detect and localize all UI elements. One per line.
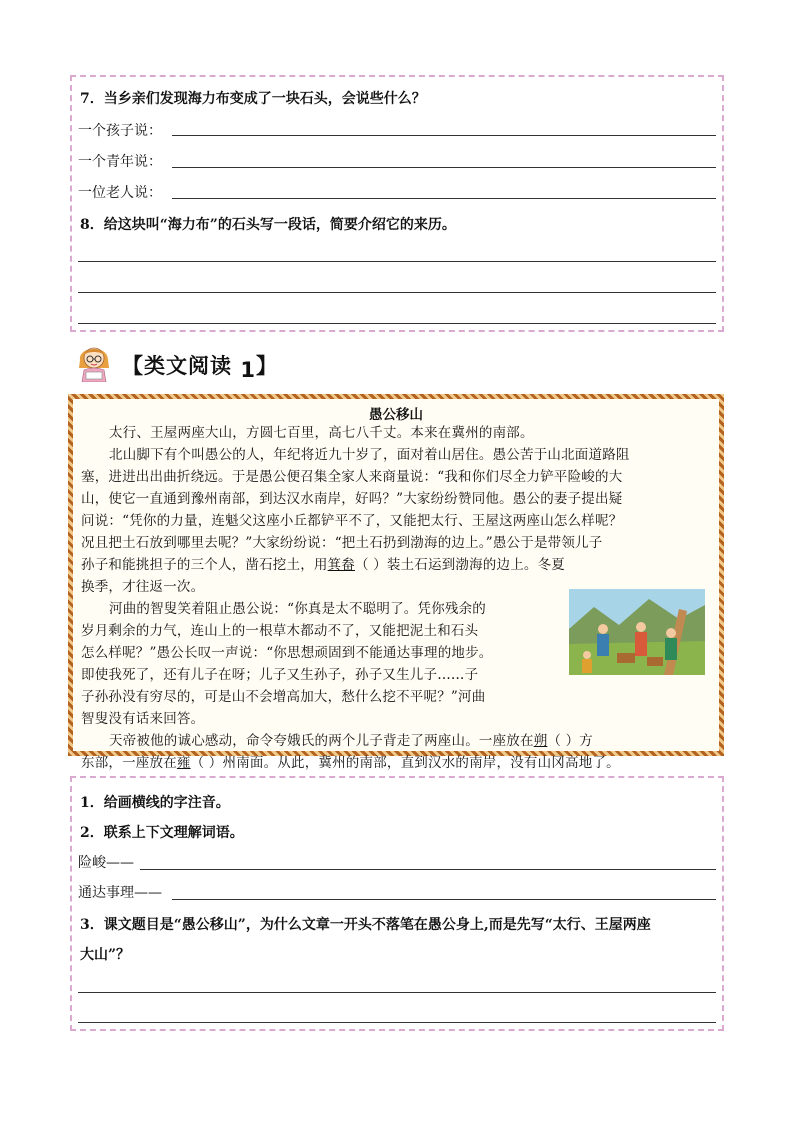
question-7: 7．当乡亲们发现海力布变成了一块石头，会说些什么？	[80, 91, 426, 107]
passage-line: 东部，一座放在雍（ ）州南面。从此，冀州的南部，直到汉水的南岸，没有山冈高地了。	[81, 755, 620, 771]
underlined-word: 朔	[533, 733, 548, 749]
word-xianjun-label: 险峻——	[78, 855, 134, 871]
tongdashili-answer-line[interactable]	[172, 899, 716, 900]
passage-line: 换季，才往返一次。	[81, 579, 205, 595]
passage-line: 怎么样呢？”愚公长叹一声说：“你思想顽固到不能通达事理的地步。	[81, 645, 493, 661]
passage-line: 太行、王屋两座大山，方圆七百里，高七八千丈。本来在冀州的南部。	[109, 425, 534, 441]
underlined-word: 雍	[176, 755, 191, 771]
child-label: 一个孩子说：	[78, 123, 162, 139]
passage-line: 况且把土石放到哪里去呢？”大家纷纷说：“把土石扔到渤海的边上。”愚公于是带领儿子	[81, 535, 603, 551]
passage-line: 山，使它一直通到豫州南部，到达汉水南岸，好吗？”大家纷纷赞同他。愚公的妻子提出疑	[81, 491, 623, 507]
question-2: 2．联系上下文理解词语。	[80, 825, 244, 841]
question-1: 1．给画横线的字注音。	[80, 795, 230, 811]
passage-line: 北山脚下有个叫愚公的人，年纪将近九十岁了，面对着山居住。愚公苦于山北面道路阻	[109, 447, 630, 463]
question-3-line2: 大山”？	[80, 947, 131, 963]
heading-title: 【类文阅读 1】	[122, 354, 278, 382]
xianjun-answer-line[interactable]	[140, 869, 716, 870]
answer-line[interactable]	[78, 992, 716, 993]
passage-line: 塞，进进出出曲折绕远。于是愚公便召集全家人来商量说：“我和你们尽全力铲平险峻的大	[81, 469, 623, 485]
passage-line: 问说：“凭你的力量，连魁父这座小丘都铲平不了，又能把太行、王屋这两座山怎么样呢？	[81, 513, 623, 529]
answer-line[interactable]	[78, 323, 716, 324]
girl-reading-icon	[72, 338, 116, 382]
answer-line[interactable]	[78, 261, 716, 262]
passage-line: 河曲的智叟笑着阻止愚公说：“你真是太不聪明了。凭你残余的	[109, 601, 487, 617]
underlined-word: 箕畚	[327, 557, 356, 573]
word-tongdashili-label: 通达事理——	[78, 885, 162, 901]
youth-answer-line[interactable]	[172, 167, 716, 168]
youth-label: 一个青年说：	[78, 154, 162, 170]
elder-answer-line[interactable]	[172, 198, 716, 199]
question-8: 8．给这块叫“海力布”的石头写一段话，简要介绍它的来历。	[80, 217, 456, 233]
section-heading	[72, 338, 372, 384]
passage-line: 天帝被他的诚心感动，命令夸娥氏的两个儿子背走了两座山。一座放在朔（ ）方	[109, 733, 593, 749]
passage-line: 孙子和能挑担子的三个人，凿石挖土，用箕畚（ ）装土石运到渤海的边上。冬夏	[81, 557, 566, 573]
child-answer-line[interactable]	[172, 135, 716, 136]
question-box-1-3	[70, 776, 724, 1031]
passage-line: 子孙孙没有穷尽的，可是山不会增高加大，愁什么挖不平呢？”河曲	[81, 689, 486, 705]
elder-label: 一位老人说：	[78, 185, 162, 201]
answer-line[interactable]	[78, 292, 716, 293]
question-3-line1: 3．课文题目是“愚公移山”，为什么文章一开头不落笔在愚公身上,而是先写“太行、王屋两座	[80, 917, 651, 933]
illustration-image	[569, 589, 705, 675]
question-box-7-8	[70, 75, 724, 332]
passage-line: 即使我死了，还有儿子在呀；儿子又生孙子，孙子又生儿子……子	[81, 667, 479, 683]
reading-passage-box	[68, 394, 724, 771]
answer-line[interactable]	[78, 1022, 716, 1023]
passage-line: 岁月剩余的力气，连山上的一根草木都动不了，又能把泥土和石头	[81, 623, 479, 639]
passage-title: 愚公移山	[369, 407, 423, 423]
passage-line: 智叟没有话来回答。	[81, 711, 205, 727]
